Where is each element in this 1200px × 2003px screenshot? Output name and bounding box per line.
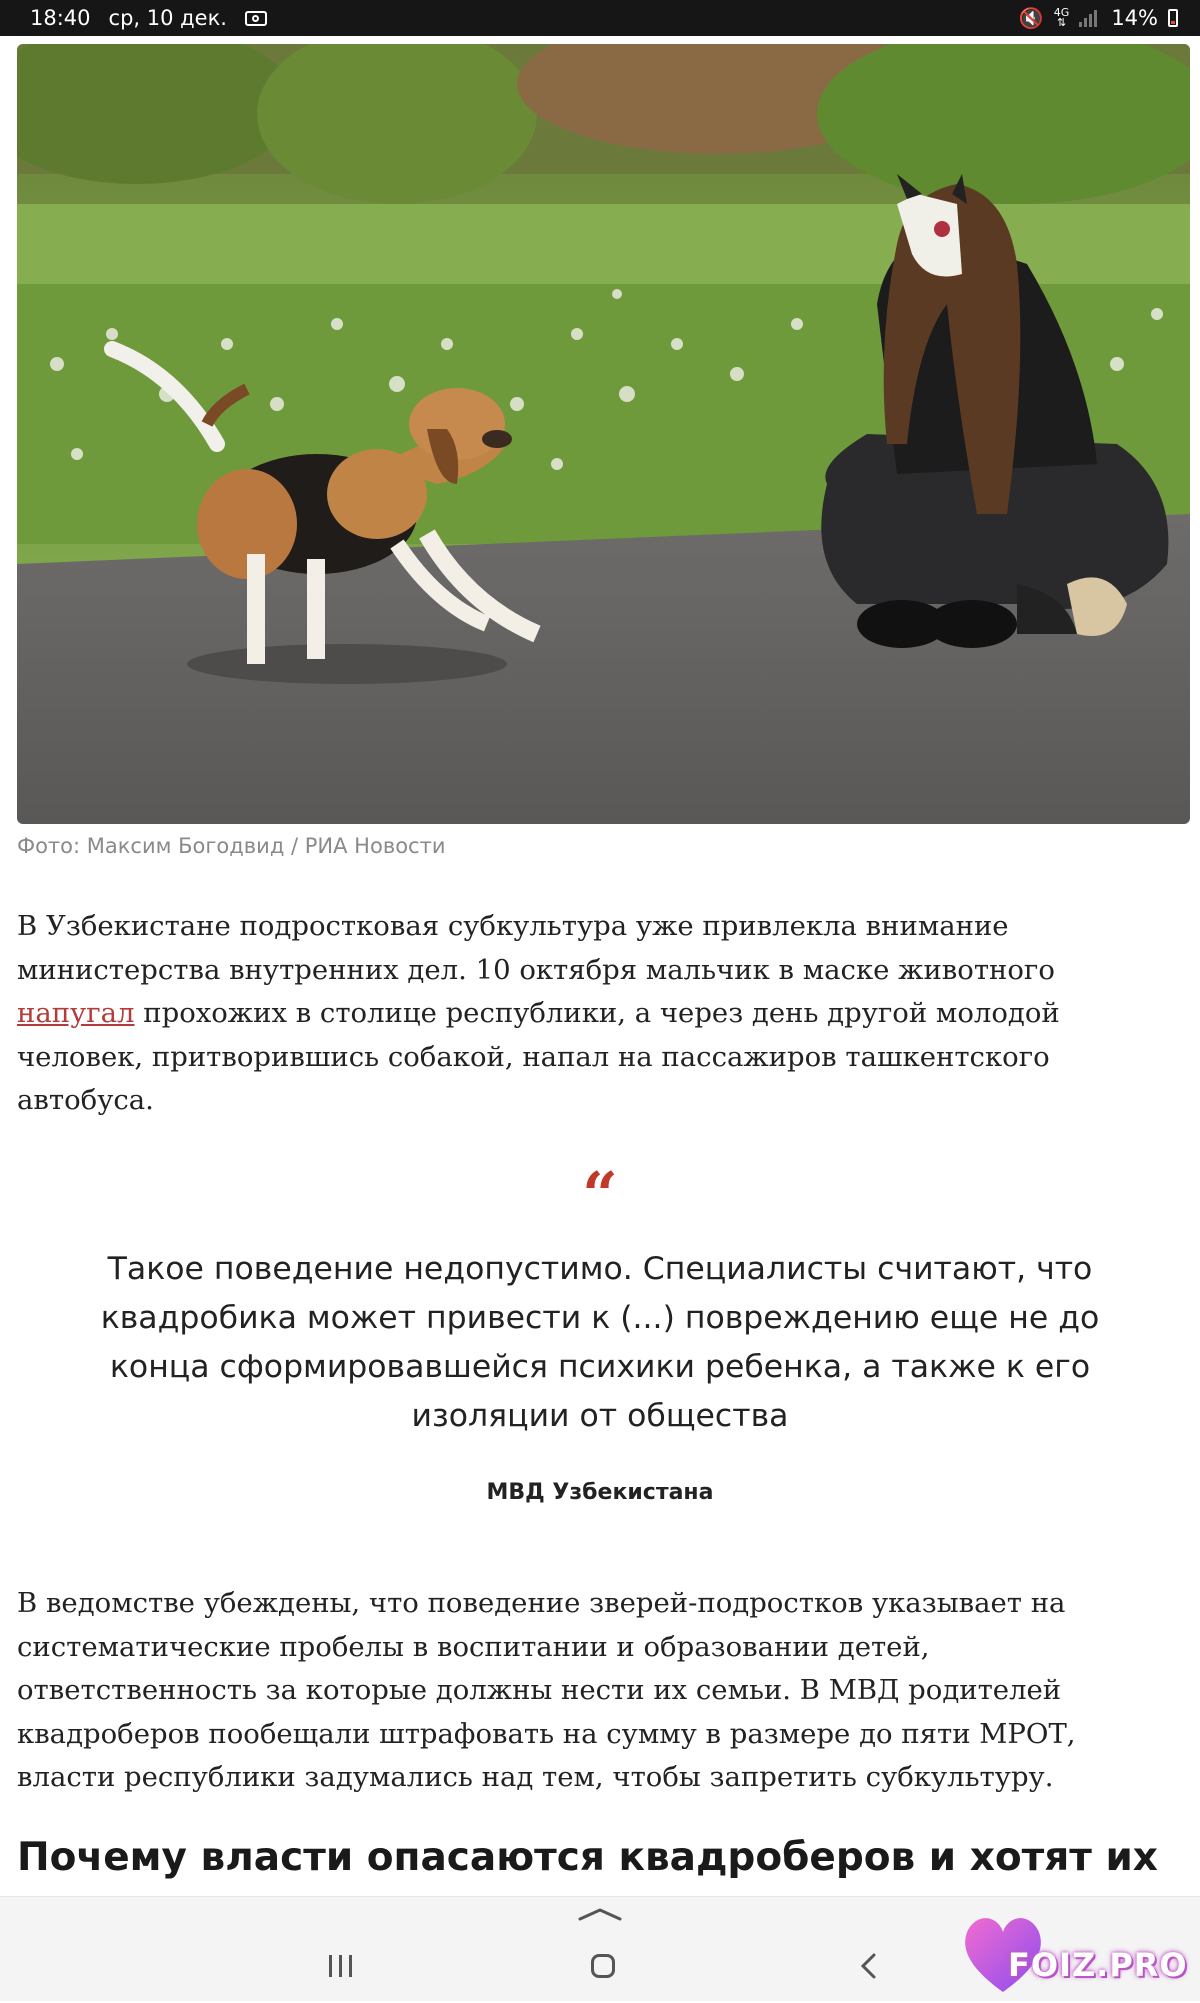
camera-icon — [245, 11, 267, 26]
signal-icon — [1079, 9, 1101, 27]
watermark-logo — [958, 1912, 1198, 1998]
battery-percent: 14% — [1111, 6, 1158, 30]
chevron-left-icon — [858, 1952, 878, 1980]
home-icon — [591, 1954, 615, 1978]
quote-text: Такое поведение недопустимо. Специалисты считают, что квадробика может привести к (...) повреждению еще не до конца сформировавшейся психики ребенка, а также к его изоляции от общества — [100, 1251, 1100, 1434]
paragraph-text: прохожих в столице республики, а через день другой молодой человек, притворившись собакой, напал на пассажиров ташкентского автобуса. — [17, 997, 1060, 1116]
article-paragraph — [17, 905, 1167, 1123]
recents-button[interactable] — [310, 1941, 370, 1991]
photo-credit: Фото: Максим Богодвид / РИА Новости — [17, 834, 446, 858]
home-button[interactable] — [573, 1941, 633, 1991]
mute-icon: 🔇 — [1018, 6, 1044, 30]
status-time: 18:40 — [30, 6, 91, 30]
watermark-text: FOIZ.PRO — [1008, 1946, 1188, 1984]
back-button[interactable] — [838, 1941, 898, 1991]
chevron-up-icon[interactable] — [578, 1907, 622, 1921]
article-paragraph: В ведомстве убеждены, что поведение зверей-подростков указывает на систематические пробелы в воспитании и образовании детей, ответственность за которые должны нести их семьи. В МВД родителей квадроберов пообещали штрафовать на сумму в размере до пяти МРОТ, власти республики задумались над тем, чтобы запретить субкультуру. — [17, 1587, 1076, 1793]
article-photo[interactable] — [17, 44, 1190, 824]
quote-author: МВД Узбекистана — [486, 1480, 714, 1505]
network-icon: 4G ⇅ — [1053, 6, 1070, 29]
network-label: 4G — [1053, 6, 1070, 19]
paragraph-text: В Узбекистане подростковая субкультура уже привлекла внимание министерства внутренних дел. 10 октября мальчик в маске животного — [17, 910, 1055, 986]
recents-icon — [329, 1955, 352, 1977]
inline-link[interactable]: напугал — [17, 997, 135, 1029]
section-heading: Почему власти опасаются квадроберов и хотят их — [17, 1835, 1158, 1880]
quote-icon: “ — [582, 1158, 618, 1231]
status-date: ср, 10 дек. — [108, 6, 227, 30]
battery-icon — [1168, 9, 1178, 27]
status-bar — [0, 0, 1200, 36]
